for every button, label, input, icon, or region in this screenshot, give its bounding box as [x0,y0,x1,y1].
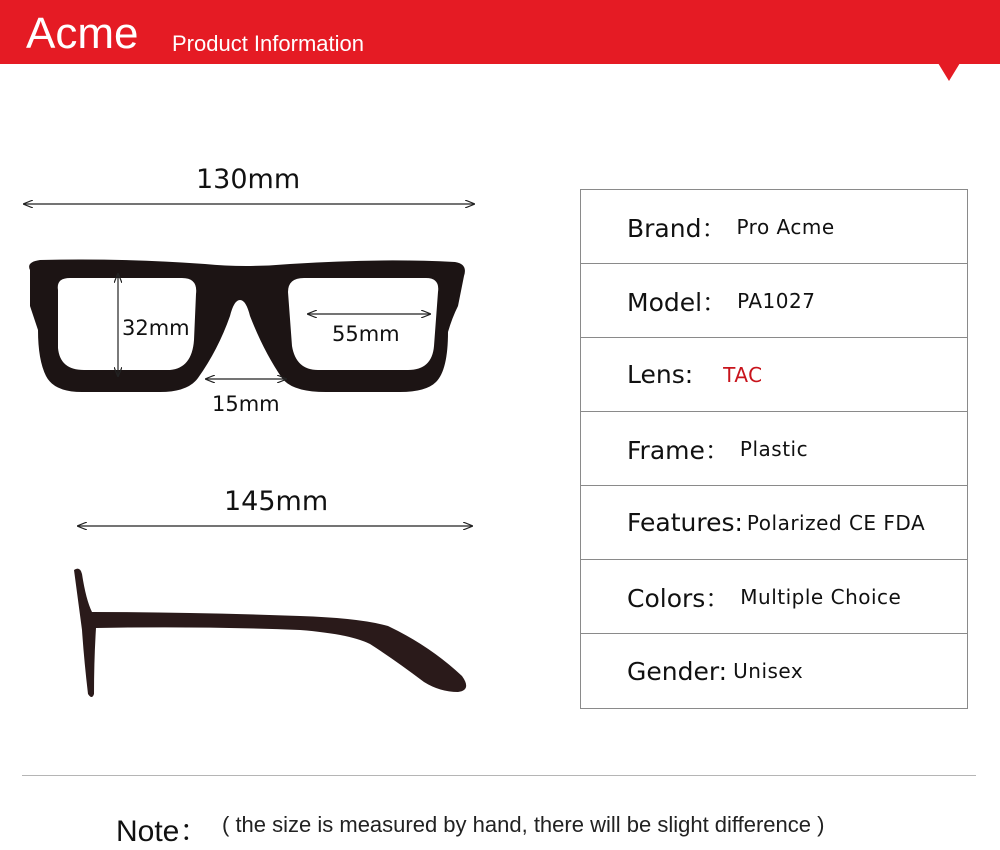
spec-row-colors [581,560,967,634]
spec-key: Model： [627,287,728,317]
bridge-width-label: 15mm [212,392,280,416]
note-label: Note： [116,815,210,848]
spec-key: Lens: [627,360,694,389]
header-subtitle: Product Information [172,31,364,56]
lens-width-label: 55mm [332,322,400,346]
spec-row-features [581,486,967,560]
note-text: ( the size is measured by hand, there will be slight difference ) [222,812,825,837]
spec-value: PA1027 [737,288,816,313]
spec-value: TAC [723,362,763,387]
spec-key: Brand： [627,213,727,243]
spec-row-gender [581,634,967,708]
frame-width-label: 130mm [196,164,301,195]
spec-row-frame [581,412,967,486]
glasses-side-temple [74,569,466,697]
spec-key: Features: [627,508,743,537]
spec-row-brand [581,190,967,264]
spec-key: Colors： [627,583,731,613]
lens-height-label: 32mm [122,316,190,340]
brand-logo-text: Acme [26,9,139,58]
spec-value: Multiple Choice [740,584,902,609]
spec-key: Gender: [627,656,728,686]
temple-length-label: 145mm [224,486,329,517]
spec-value: Polarized CE FDA [746,510,926,535]
spec-row-lens [581,338,967,412]
spec-value: Pro Acme [736,214,835,239]
footer-divider [22,775,976,776]
spec-row-model [581,264,967,338]
spec-value: Plastic [739,436,809,461]
spec-key: Frame： [627,435,730,465]
spec-value: Unisex [733,659,804,683]
spec-table [580,189,968,709]
